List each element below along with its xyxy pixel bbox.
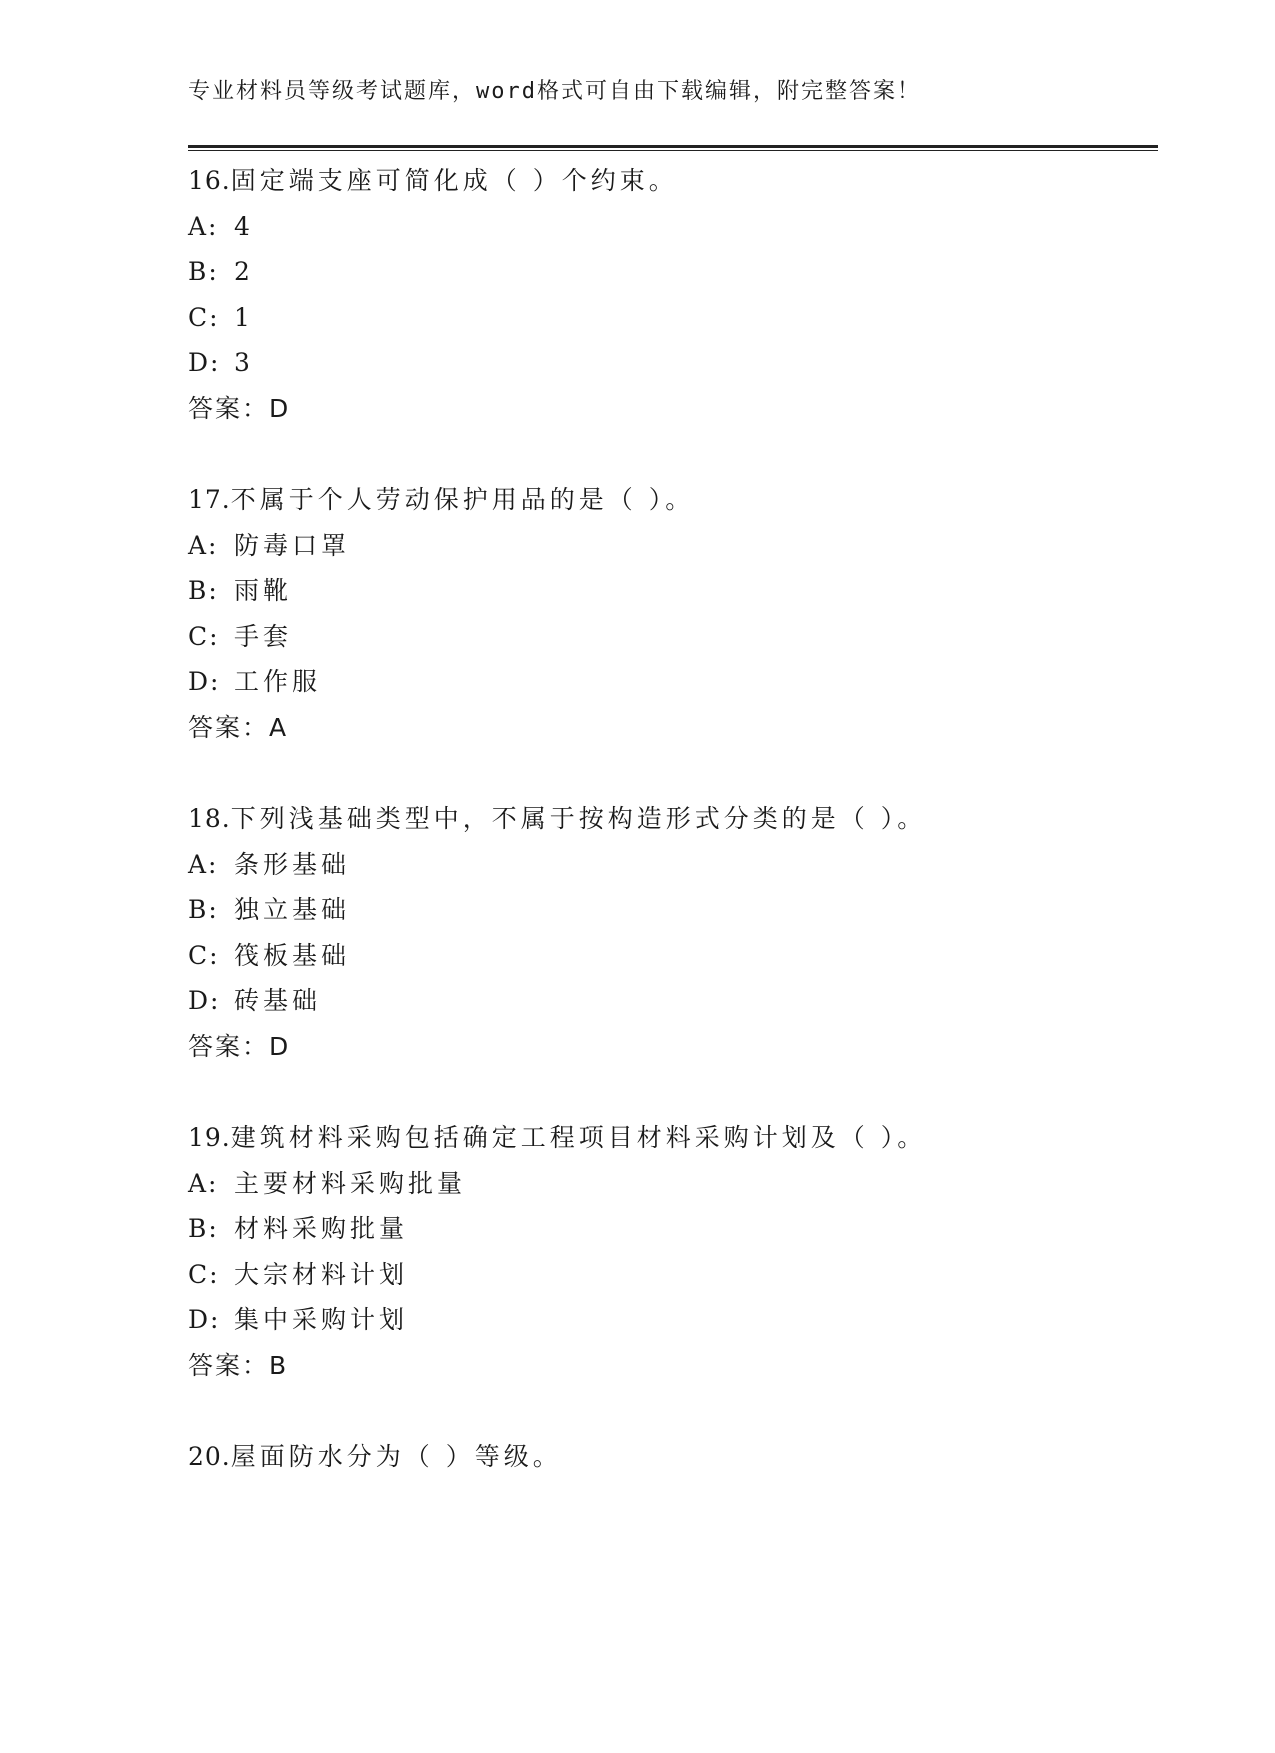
option-c [188, 1252, 1158, 1298]
option-a [188, 1161, 1158, 1207]
question-stem [188, 477, 1158, 523]
option-letter: A: [188, 530, 219, 560]
answer-line: 答案：B [188, 1350, 289, 1380]
option-text: 材料采购批量 [234, 1214, 409, 1243]
option-letter: C: [188, 1259, 220, 1289]
option-letter: C: [188, 302, 220, 332]
question-number: 18. [188, 804, 231, 833]
option-text: 条形基础 [234, 849, 351, 879]
option-letter: D: [188, 1305, 221, 1334]
option-a [188, 204, 1158, 250]
option-text: 集中采购计划 [234, 1305, 409, 1334]
option-text: 砖基础 [234, 986, 322, 1015]
option-b [188, 887, 1158, 933]
question-text: 固定端支座可简化成（ ）个约束。 [230, 166, 678, 195]
option-text: 筏板基础 [234, 940, 351, 970]
question-number: 19. [188, 1123, 231, 1152]
option-letter: B: [188, 895, 219, 924]
option-text: 手套 [234, 621, 293, 651]
page-header: 专业材料员等级考试题库，word格式可自由下载编辑，附完整答案！ [188, 79, 921, 104]
header-rule-thin [188, 150, 1158, 151]
option-c [188, 933, 1158, 979]
header-rule-thick [188, 145, 1158, 148]
document-page [188, 0, 1158, 1650]
option-text: 主要材料采购批量 [234, 1168, 467, 1198]
option-text: 3 [234, 348, 254, 377]
option-d [188, 978, 1158, 1024]
option-letter: D: [188, 986, 221, 1015]
option-letter: D: [188, 667, 221, 696]
option-c [188, 614, 1158, 660]
question-list [188, 158, 1158, 1753]
option-letter: C: [188, 621, 220, 651]
question-stem [188, 796, 1158, 842]
question-number: 17. [188, 485, 231, 514]
option-letter: B: [188, 257, 219, 286]
option-letter: B: [188, 1214, 219, 1243]
question-stem [188, 1115, 1158, 1161]
option-d [188, 1297, 1158, 1343]
option-a [188, 523, 1158, 569]
option-letter: A: [188, 849, 219, 879]
option-a [188, 842, 1158, 888]
option-text: 4 [234, 211, 254, 241]
answer-line: 答案：D [188, 1031, 291, 1061]
answer-line: 答案：D [188, 393, 291, 423]
answer-line: 答案：A [188, 712, 289, 742]
option-b [188, 1206, 1158, 1252]
question-text: 下列浅基础类型中，不属于按构造形式分类的是（ ）。 [230, 804, 927, 833]
option-letter: A: [188, 211, 219, 241]
question-19 [188, 1115, 1158, 1434]
option-text: 防毒口罩 [234, 530, 351, 560]
option-text: 1 [234, 302, 254, 332]
question-stem [188, 1434, 1158, 1480]
question-text: 建筑材料采购包括确定工程项目材料采购计划及（ ）。 [230, 1123, 927, 1152]
question-17 [188, 477, 1158, 796]
option-text: 雨靴 [234, 576, 293, 605]
question-18 [188, 796, 1158, 1115]
option-text: 大宗材料计划 [234, 1259, 409, 1289]
question-text: 屋面防水分为（ ）等级。 [230, 1442, 562, 1471]
question-number: 20. [188, 1442, 231, 1471]
option-c [188, 295, 1158, 341]
option-text: 工作服 [234, 667, 322, 696]
option-letter: A: [188, 1168, 219, 1198]
question-20 [188, 1434, 1158, 1753]
option-d [188, 659, 1158, 705]
option-text: 2 [234, 257, 254, 286]
option-letter: B: [188, 576, 219, 605]
option-b [188, 568, 1158, 614]
question-number: 16. [188, 166, 231, 195]
option-b [188, 249, 1158, 295]
option-letter: C: [188, 940, 220, 970]
option-text: 独立基础 [234, 895, 351, 924]
question-stem [188, 158, 1158, 204]
question-text: 不属于个人劳动保护用品的是（ ）。 [230, 485, 695, 514]
option-d [188, 340, 1158, 386]
question-16 [188, 158, 1158, 477]
option-letter: D: [188, 348, 221, 377]
